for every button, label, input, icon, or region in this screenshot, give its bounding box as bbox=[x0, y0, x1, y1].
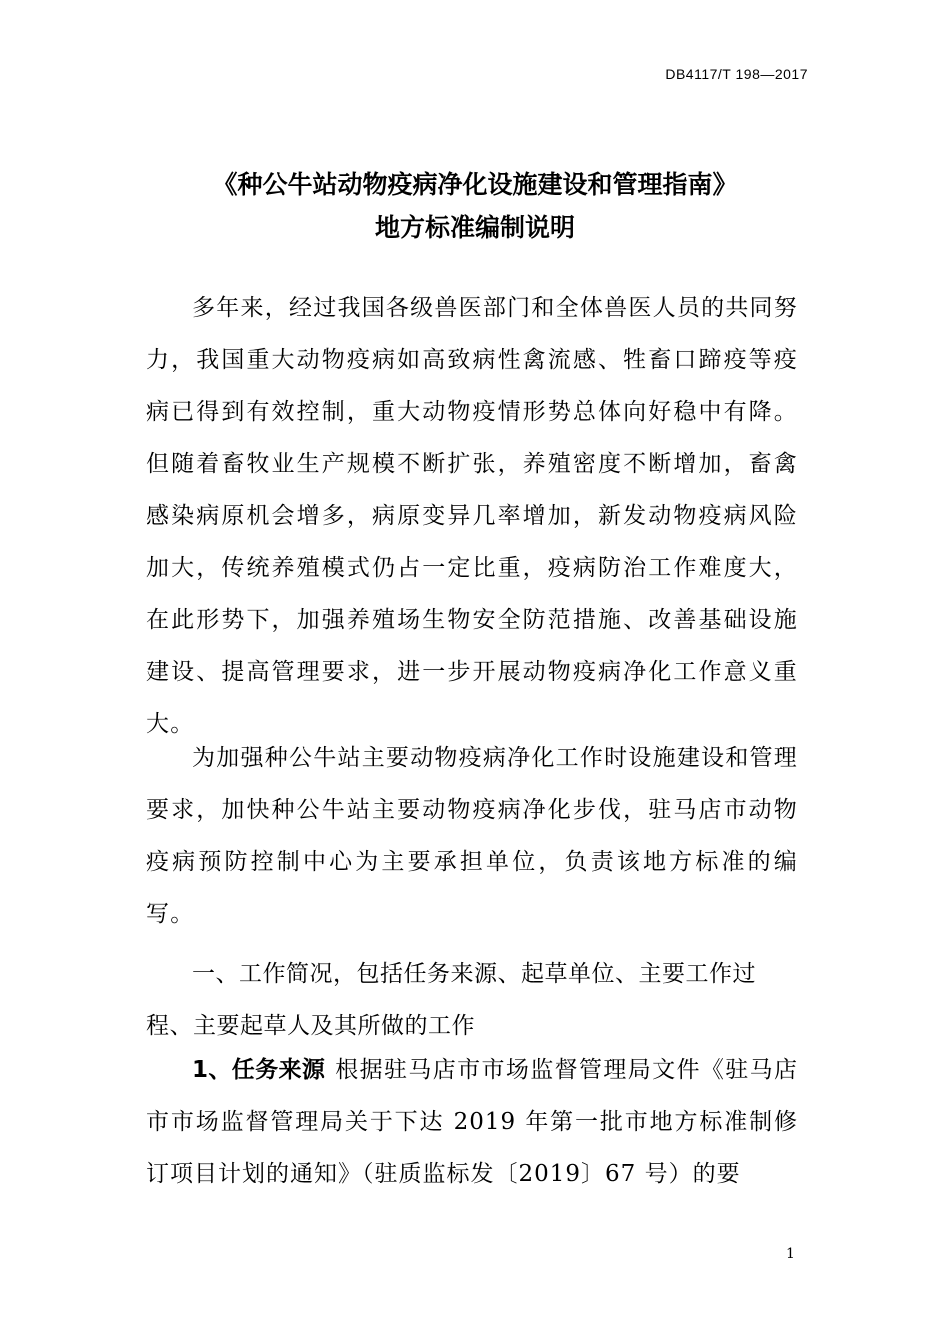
page-number: 1 bbox=[786, 1246, 795, 1262]
standard-code: DB4117/T 198—2017 bbox=[665, 66, 808, 82]
item-1-label: 1、任务来源 bbox=[192, 1057, 326, 1083]
body-paragraph-2: 为加强种公牛站主要动物疫病净化工作时设施建设和管理要求，加快种公牛站主要动物疫病净化步伐，驻马店市动物疫病预防控制中心为主要承担单位，负责该地方标准的编写。 bbox=[146, 745, 798, 927]
item-1-text: 根据驻马店市市场监督管理局文件《驻马店市市场监督管理局关于下达 2019 年第一批市地方标准制修订项目计划的通知》（驻质监标发〔2019〕67 号）的要 bbox=[146, 1057, 798, 1187]
body-paragraph-1: 多年来，经过我国各级兽医部门和全体兽医人员的共同努力，我国重大动物疫病如高致病性禽流感、牲畜口蹄疫等疫病已得到有效控制，重大动物疫情形势总体向好稳中有降。但随着畜牧业生产规模不断扩张，养殖密度不断增加，畜禽感染病原机会增多，病原变异几率增加，新发动物疫病风险加大，传统养殖模式仍占一定比重，疫病防治工作难度大，在此形势下，加强养殖场生物安全防范措施、改善基础设施建设、提高管理要求，进一步开展动物疫病净化工作意义重大。 bbox=[146, 295, 798, 737]
section-heading-1: 一、工作简况，包括任务来源、起草单位、主要工作过程、主要起草人及其所做的工作 bbox=[146, 961, 756, 1039]
document-subtitle: 地方标准编制说明 bbox=[374, 213, 575, 242]
document-title: 《种公牛站动物疫病净化设施建设和管理指南》 bbox=[212, 170, 738, 199]
item-1-paragraph bbox=[146, 1044, 798, 1200]
